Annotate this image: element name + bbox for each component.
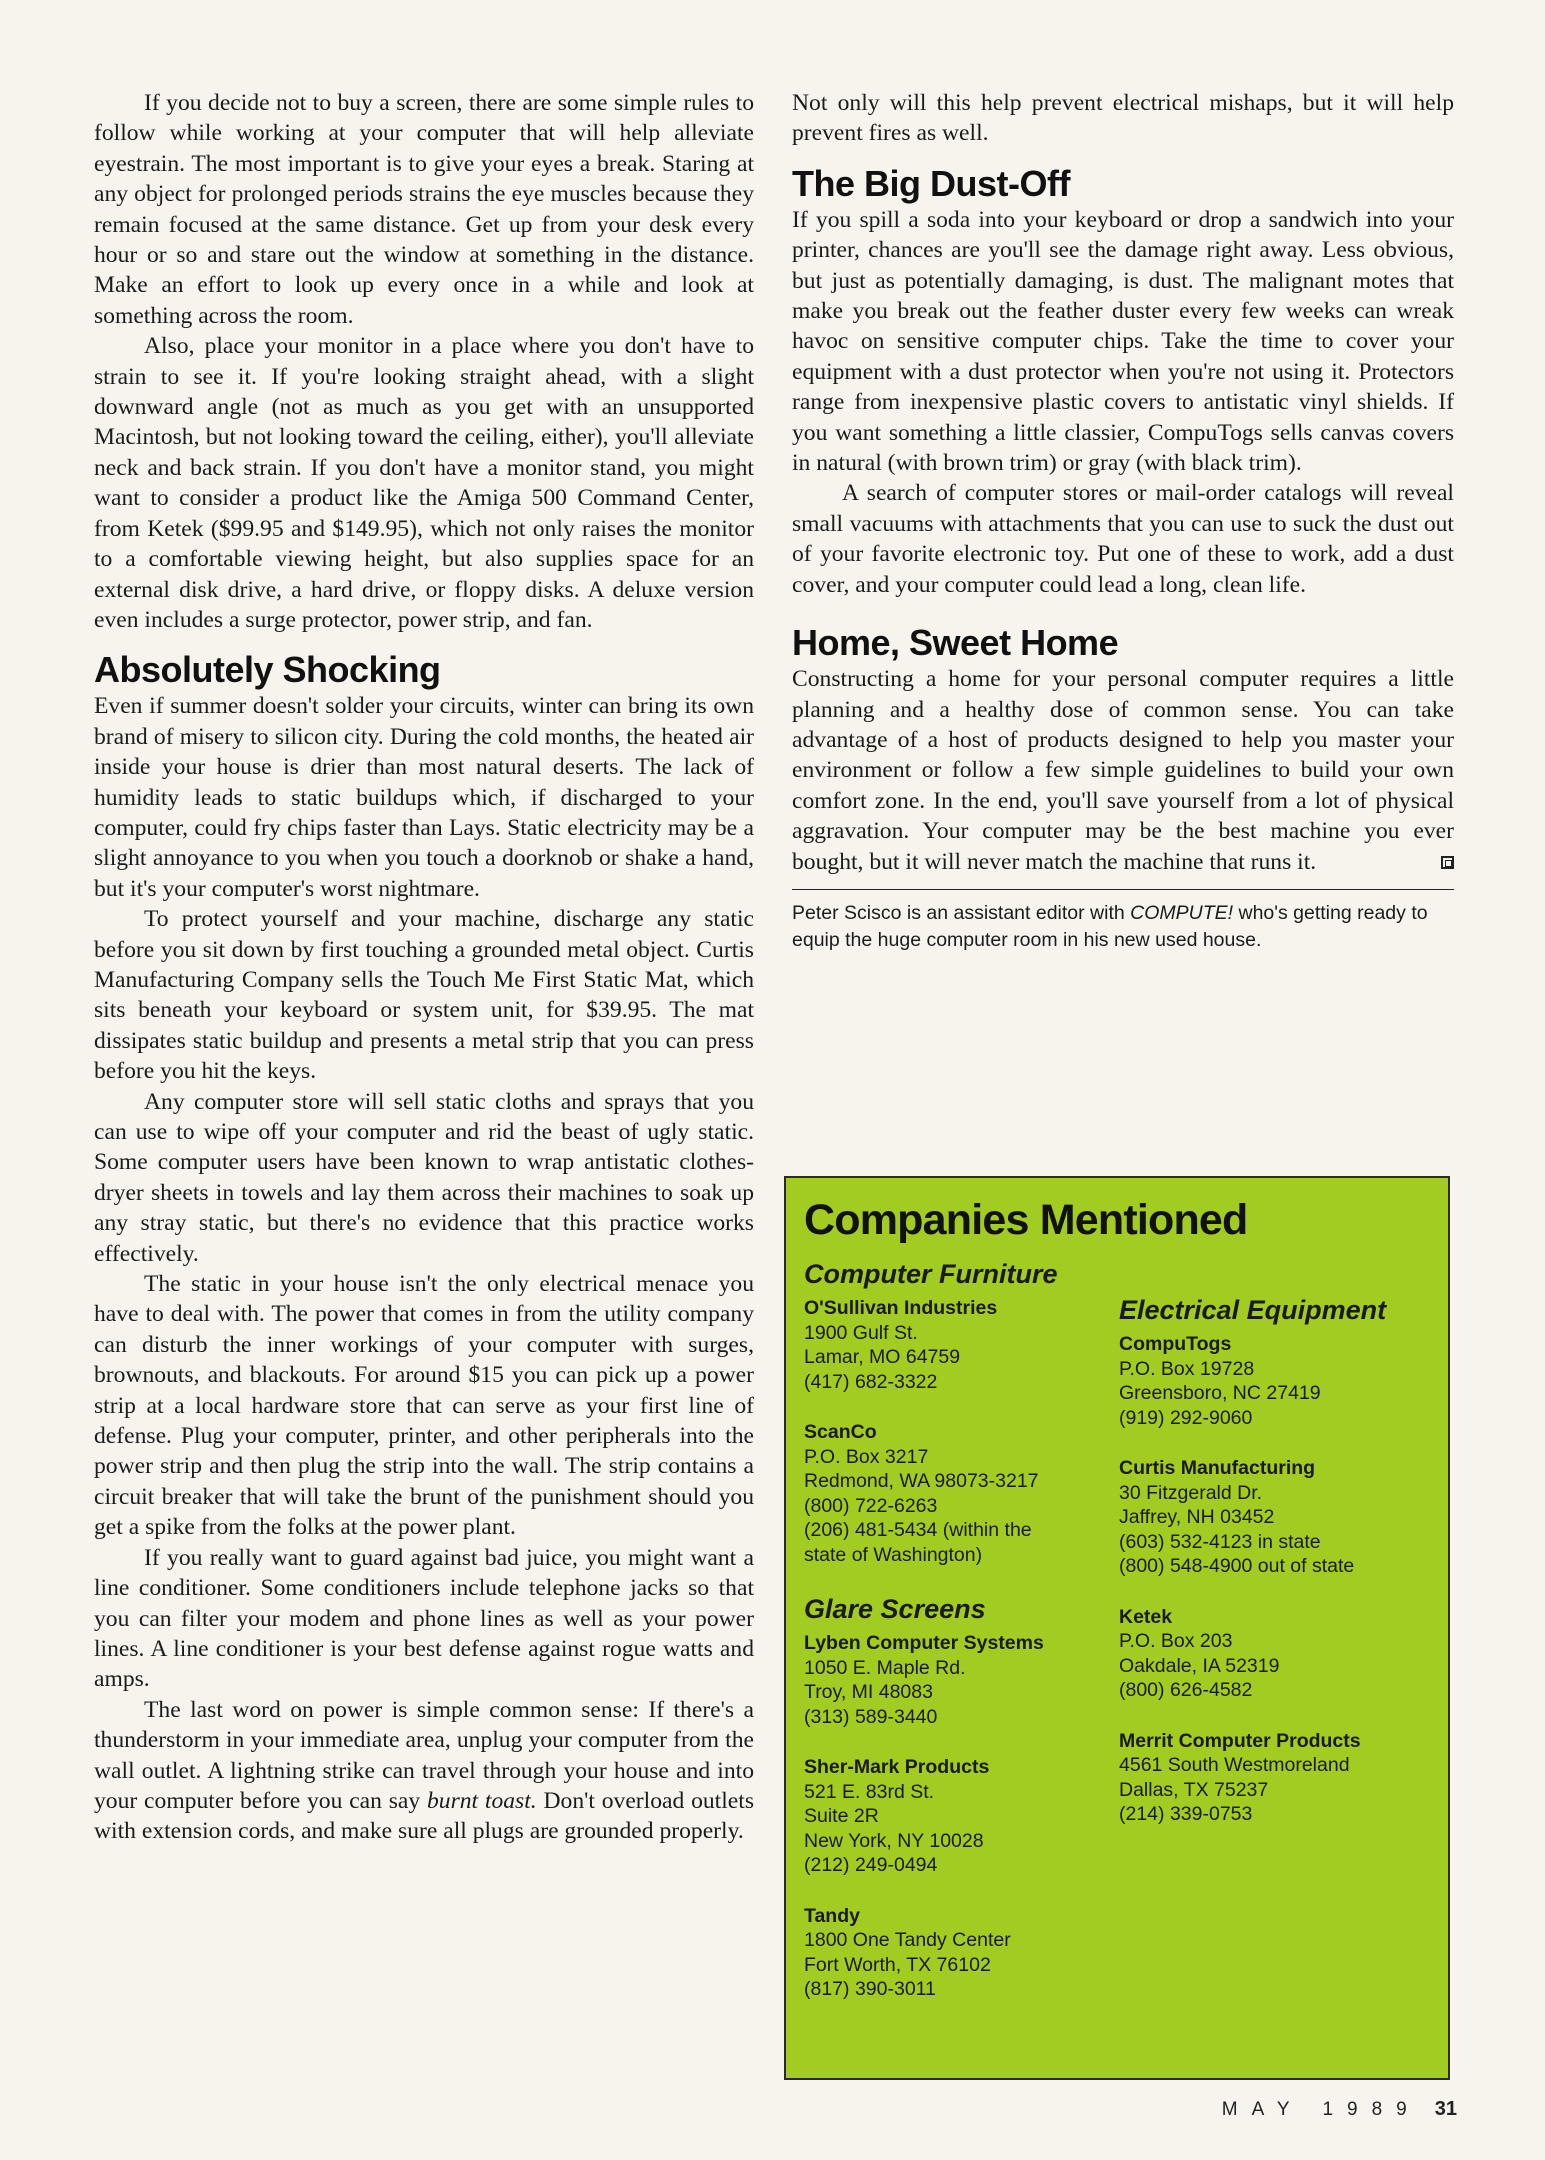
category-heading: Glare Screens [804,1594,986,1624]
company-line: (800) 626-4582 [1119,1679,1253,1701]
company-entry [1119,1456,1419,1579]
company-line: (800) 548-4900 out of state [1119,1555,1355,1577]
company-line: 1900 Gulf St. [804,1321,918,1344]
company-line: 1050 E. Maple Rd. [804,1656,966,1679]
company-line: Oakdale, IA 52319 [1119,1654,1280,1677]
company-line: (800) 722-6263 [804,1494,938,1517]
company-entry [804,1296,1104,1394]
company-line: (212) 249-0494 [804,1854,938,1876]
company-line: P.O. Box 19728 [1119,1357,1255,1380]
page-number: 31 [1434,2098,1457,2120]
paragraph-static-mat: To protect yourself and your machine, discharge any static before you sit down by first touching a grounded metal object. Curtis Manufacturing Company sells the Touch Me First Static Mat, which sits beneath your keyboard or system unit, for $39.95. The mat dissipates static buildup and presents a metal strip that you can press before you hit the keys. [94,906,754,1085]
company-line: (417) 682-3322 [804,1370,938,1393]
company-line: 521 E. 83rd St. [804,1780,935,1803]
company-name: Ketek [1119,1605,1173,1628]
company-line: Redmond, WA 98073-3217 [804,1470,1039,1492]
paragraph-eyestrain: If you decide not to buy a screen, there are some simple rules to follow while working at your computer that will help alleviate eyestrain. The most important is to give your eyes a break. Staring at any object for prolonged periods strains the eye muscles because they remain focused at the same distance. Get up from your desk every hour or so and stare out the window at something in the distance. Make an effort to look up every once in a while and look at something across the room. [94,90,754,329]
company-line: (206) 481-5434 (within the [804,1519,1032,1541]
text-segment: Constructing a home for your personal computer requires a little planning and a healthy dose of common sense. You can take advantage of a host of products designed to help you master your environment or follow a few simple guidelines to build your own comfort zone. In the end, you'll save yourself from a lot of physical aggravation. Your computer may be the best machine you ever bought, but it will never match the machine that runs it. [792,666,1454,875]
issue-date: MAY 1989 [1221,2099,1421,2120]
text-segment: The last word on power is simple common sense: If there's a thunderstorm in your immediate area, unplug your computer from the wall outlet. A lightning strike can travel through your house and into your computer before you can say [94,1696,754,1814]
heading-absolutely-shocking: Absolutely Shocking [94,649,441,691]
company-entry [1119,1605,1419,1703]
company-name: Merrit Computer Products [1119,1729,1361,1752]
company-line: P.O. Box 203 [1119,1630,1233,1652]
company-line: New York, NY 10028 [804,1829,984,1852]
paragraph-static-intro: Even if summer doesn't solder your circuits, winter can bring its own brand of misery to silicon city. During the cold months, the heated air inside your house is drier than most natural deserts. The lack of humidity leads to static buildups which, if discharged to your computer, could fry chips faster than Lays. Static electricity may be a slight annoyance to you when you touch a doorknob or shake a hand, but it's your computer's worst nightmare. [94,693,754,902]
company-line: Jaffrey, NH 03452 [1119,1506,1275,1528]
paragraph-conclusion [792,664,1454,877]
company-line: 30 Fitzgerald Dr. [1119,1481,1263,1504]
left-column [94,88,754,1847]
paragraph-monitor-placement: Also, place your monitor in a place where you don't have to strain to see it. If you're looking straight ahead, with a slight downward angle (not as much as you get with an unsupported Macintosh, but not looking toward the ceiling, either), you'll alleviate neck and back strain. If you don't have a monitor stand, you might want to consider a product like the Amiga 500 Command Center, from Ketek ($99.95 and $149.95), which not only raises the monitor to a comfortable viewing height, but also supplies space for an external disk drive, a hard drive, or floppy disks. A deluxe version even includes a surge protector, power strip, and fan. [94,333,754,633]
company-name: CompuTogs [1119,1333,1232,1355]
company-line: Lamar, MO 64759 [804,1346,961,1368]
company-line: 4561 South Westmoreland [1119,1754,1350,1776]
author-bio [792,900,1454,954]
company-entry [804,1631,1104,1729]
page-folio [1222,2098,1457,2121]
companies-mentioned-box [784,1176,1450,2080]
company-name: Curtis Manufacturing [1119,1457,1316,1479]
divider [792,889,1454,890]
company-line: Dallas, TX 75237 [1119,1778,1269,1801]
company-entry [804,1755,1104,1878]
box-left-column [804,1258,1104,2028]
company-name: O'Sullivan Industries [804,1297,998,1319]
company-entry [1119,1729,1419,1827]
company-line: P.O. Box 3217 [804,1445,929,1468]
italic-phrase: burnt toast. [426,1787,537,1814]
company-line: state of Washington) [804,1543,983,1566]
company-entry [804,1420,1104,1567]
company-line: Greensboro, NC 27419 [1119,1382,1321,1404]
paragraph-power-strip: The static in your house isn't the only electrical menace you have to deal with. The power that comes in from the utility company can disturb the inner workings of your computer with surges, brownouts, and blackouts. For around $15 you can pick up a power strip at a local hardware store that can serve as your first line of defense. Plug your computer, printer, and other peripherals into the power strip and then plug the strip into the wall. The strip contains a circuit breaker that will take the brunt of the punishment should you get a spike from the folks at the power plant. [94,1271,754,1541]
company-line: (817) 390-3011 [804,1978,936,2000]
company-line: 1800 One Tandy Center [804,1929,1011,1951]
company-name: Lyben Computer Systems [804,1632,1044,1654]
company-entry [1119,1332,1419,1430]
paragraph-line-conditioner: If you really want to guard against bad juice, you might want a line conditioner. Some conditioners include telephone jacks so that you can filter your modem and phone lines as well as your power lines. A line conditioner is your best defense against rogue watts and amps. [94,1544,754,1693]
company-name: Tandy [804,1904,860,1927]
paragraph-dust: If you spill a soda into your keyboard or drop a sandwich into your printer, chances are you'll see the damage right away. Less obvious, but just as potentially damaging, is dust. The malignant motes that make you break out the feather duster every few weeks can wreak havoc on sensitive computer chips. Take the time to cover your equipment with a dust protector when you're not using it. Protectors range from inexpensive plastic covers to antistatic vinyl shields. If you want something a little classier, CompuTogs sells canvas covers in natural (with brown trim) or gray (with black trim). [792,206,1454,477]
text-segment: Peter Scisco is an assistant editor with [792,901,1131,924]
category-heading: Computer Furniture [804,1259,1058,1289]
company-line: (214) 339-0753 [1119,1803,1253,1825]
box-title: Companies Mentioned [804,1196,1248,1244]
paragraph-fire-prevention: Not only will this help prevent electrical mishaps, but it will help prevent fires as well. [792,90,1454,147]
text-segment: Don't overload outlets with extension cords, and make sure all plugs are grounded properly. [94,1787,754,1845]
box-right-column [1119,1294,1419,1853]
text-segment: who's getting ready to equip the huge computer room in his new used house. [792,901,1428,951]
company-line: (313) 589-3440 [804,1705,938,1728]
company-line: Suite 2R [804,1805,879,1827]
company-name: ScanCo [804,1421,877,1443]
company-line: Fort Worth, TX 76102 [804,1953,991,1976]
company-line: (603) 532-4123 in state [1119,1530,1321,1553]
company-entry [804,1904,1104,2002]
company-line: Troy, MI 48083 [804,1681,933,1703]
paragraph-vacuums: A search of computer stores or mail-order catalogs will reveal small vacuums with attachments that you can use to suck the dust out of your favorite electronic toy. Put one of these to work, add a dust cover, and your computer could lead a long, clean life. [792,480,1454,598]
italic-phrase: COMPUTE! [1130,901,1234,924]
paragraph-static-cloths: Any computer store will sell static cloths and sprays that you can use to wipe off your computer and rid the beast of ugly static. Some computer users have been known to wrap antistatic clothes-dryer sheets in towels and lay them across their machines to soak up any stray static, but there's no evidence that this practice works effectively. [94,1088,754,1267]
right-column [792,88,1454,954]
company-name: Sher-Mark Products [804,1756,990,1778]
end-of-article-icon [1441,856,1454,869]
heading-home-sweet-home: Home, Sweet Home [792,622,1119,664]
heading-big-dust-off: The Big Dust-Off [792,162,1070,204]
paragraph-common-sense [94,1695,754,1847]
category-heading: Electrical Equipment [1119,1295,1387,1325]
company-line: (919) 292-9060 [1119,1406,1253,1429]
